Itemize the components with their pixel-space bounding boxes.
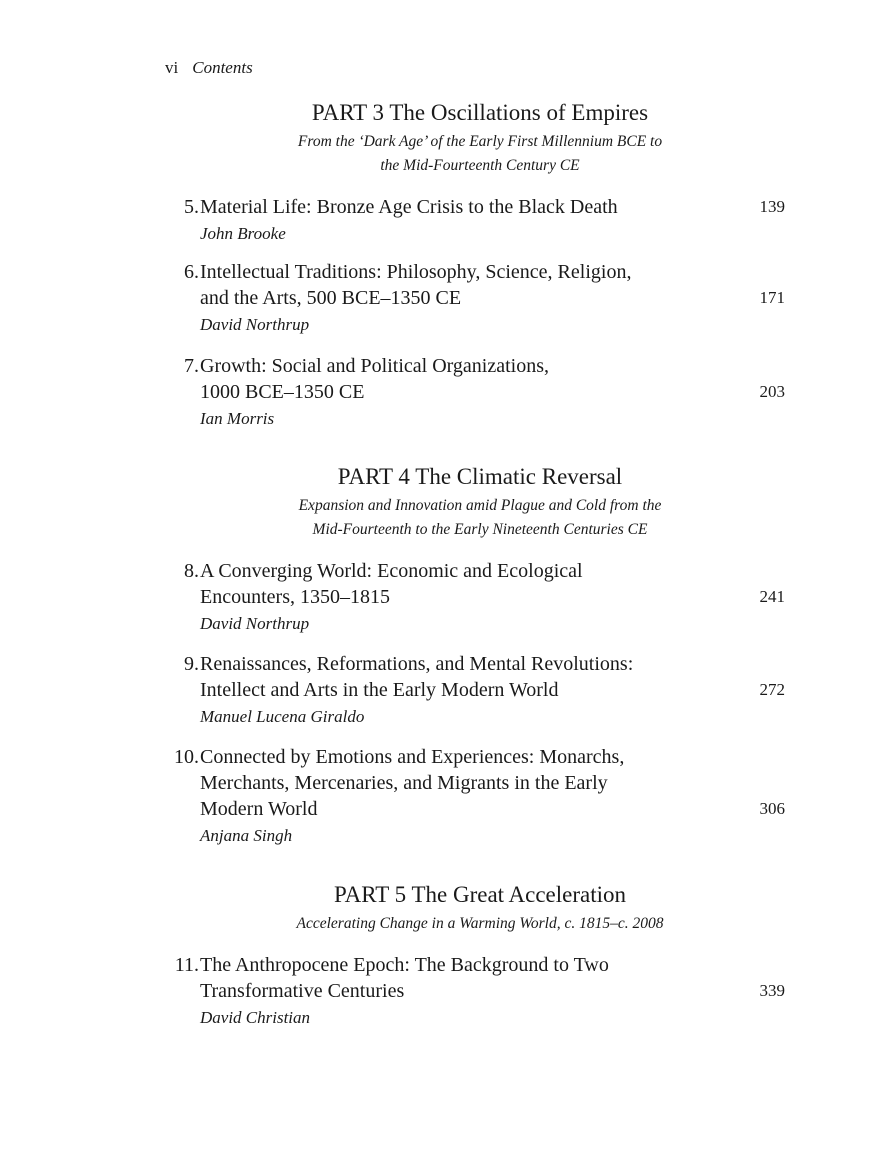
part-subtitle bbox=[180, 912, 780, 936]
chapter-number: 7. bbox=[184, 355, 199, 377]
chapter-title-line: Connected by Emotions and Experiences: Monarchs, bbox=[200, 746, 625, 768]
folio: vi bbox=[165, 58, 179, 77]
part-subtitle-line: From the ‘Dark Age’ of the Early First Millennium BCE to bbox=[297, 133, 663, 150]
chapter-title-line: 1000 BCE–1350 CE bbox=[200, 381, 365, 403]
chapter-title-line: Modern World bbox=[200, 798, 318, 820]
page-number: 272 bbox=[759, 680, 785, 699]
part-title: PART 3 The Oscillations of Empires bbox=[311, 100, 649, 125]
chapter-number: 11. bbox=[174, 954, 199, 976]
part-4-heading bbox=[180, 462, 780, 542]
chapter-title-line: Merchants, Mercenaries, and Migrants in the Early bbox=[200, 772, 608, 794]
chapter-title-line: Renaissances, Reformations, and Mental Revolutions: bbox=[200, 653, 634, 675]
part-3-heading bbox=[180, 98, 780, 178]
chapter-title-line: Intellect and Arts in the Early Modern World bbox=[200, 679, 559, 701]
chapter-title bbox=[200, 744, 680, 850]
chapter-number: 8. bbox=[184, 560, 199, 582]
chapter-title bbox=[200, 651, 680, 731]
part-title: PART 4 The Climatic Reversal bbox=[337, 464, 623, 489]
chapter-title-line: A Converging World: Economic and Ecological bbox=[200, 560, 583, 582]
chapter-title-line: Transformative Centuries bbox=[200, 980, 405, 1002]
chapter-author: Ian Morris bbox=[200, 409, 275, 428]
chapter-number: 6. bbox=[184, 261, 199, 283]
chapter-author: David Christian bbox=[200, 1008, 311, 1027]
part-subtitle bbox=[180, 494, 780, 542]
part-subtitle-line: Expansion and Innovation amid Plague and Cold from the bbox=[298, 497, 662, 514]
part-subtitle-line: the Mid-Fourteenth Century CE bbox=[380, 157, 580, 174]
chapter-author: John Brooke bbox=[200, 224, 286, 243]
chapter-author: David Northrup bbox=[200, 315, 310, 334]
chapter-title bbox=[200, 194, 680, 248]
part-subtitle bbox=[180, 130, 780, 178]
chapter-number: 10. bbox=[174, 746, 199, 768]
chapter-title-line: and the Arts, 500 BCE–1350 CE bbox=[200, 287, 462, 309]
chapter-title-line: Material Life: Bronze Age Crisis to the Black Death bbox=[200, 196, 618, 218]
part-5-heading bbox=[180, 880, 780, 936]
running-head bbox=[165, 58, 253, 78]
page-number: 241 bbox=[759, 587, 785, 606]
chapter-author: David Northrup bbox=[200, 614, 310, 633]
chapter-author: Manuel Lucena Giraldo bbox=[200, 707, 365, 726]
running-head-section: Contents bbox=[192, 58, 253, 77]
chapter-title-line: Intellectual Traditions: Philosophy, Science, Religion, bbox=[200, 261, 632, 283]
chapter-number: 5. bbox=[184, 196, 199, 218]
chapter-number: 9. bbox=[184, 653, 199, 675]
chapter-title bbox=[200, 558, 680, 638]
page-number: 139 bbox=[759, 197, 785, 216]
part-title: PART 5 The Great Acceleration bbox=[333, 882, 626, 907]
page-number: 171 bbox=[759, 288, 785, 307]
chapter-title-line: Growth: Social and Political Organizations, bbox=[200, 355, 550, 377]
chapter-title bbox=[200, 952, 680, 1032]
chapter-title-line: The Anthropocene Epoch: The Background to Two bbox=[200, 954, 609, 976]
page-number: 203 bbox=[759, 382, 785, 401]
chapter-title bbox=[200, 259, 680, 339]
part-subtitle-line: Accelerating Change in a Warming World, c. 1815–c. 2008 bbox=[296, 915, 664, 932]
page-number: 339 bbox=[759, 981, 785, 1000]
part-subtitle-line: Mid-Fourteenth to the Early Nineteenth Centuries CE bbox=[312, 521, 648, 538]
page-number: 306 bbox=[759, 799, 785, 818]
chapter-title bbox=[200, 353, 680, 433]
chapter-title-line: Encounters, 1350–1815 bbox=[200, 586, 390, 608]
chapter-author: Anjana Singh bbox=[200, 826, 293, 845]
